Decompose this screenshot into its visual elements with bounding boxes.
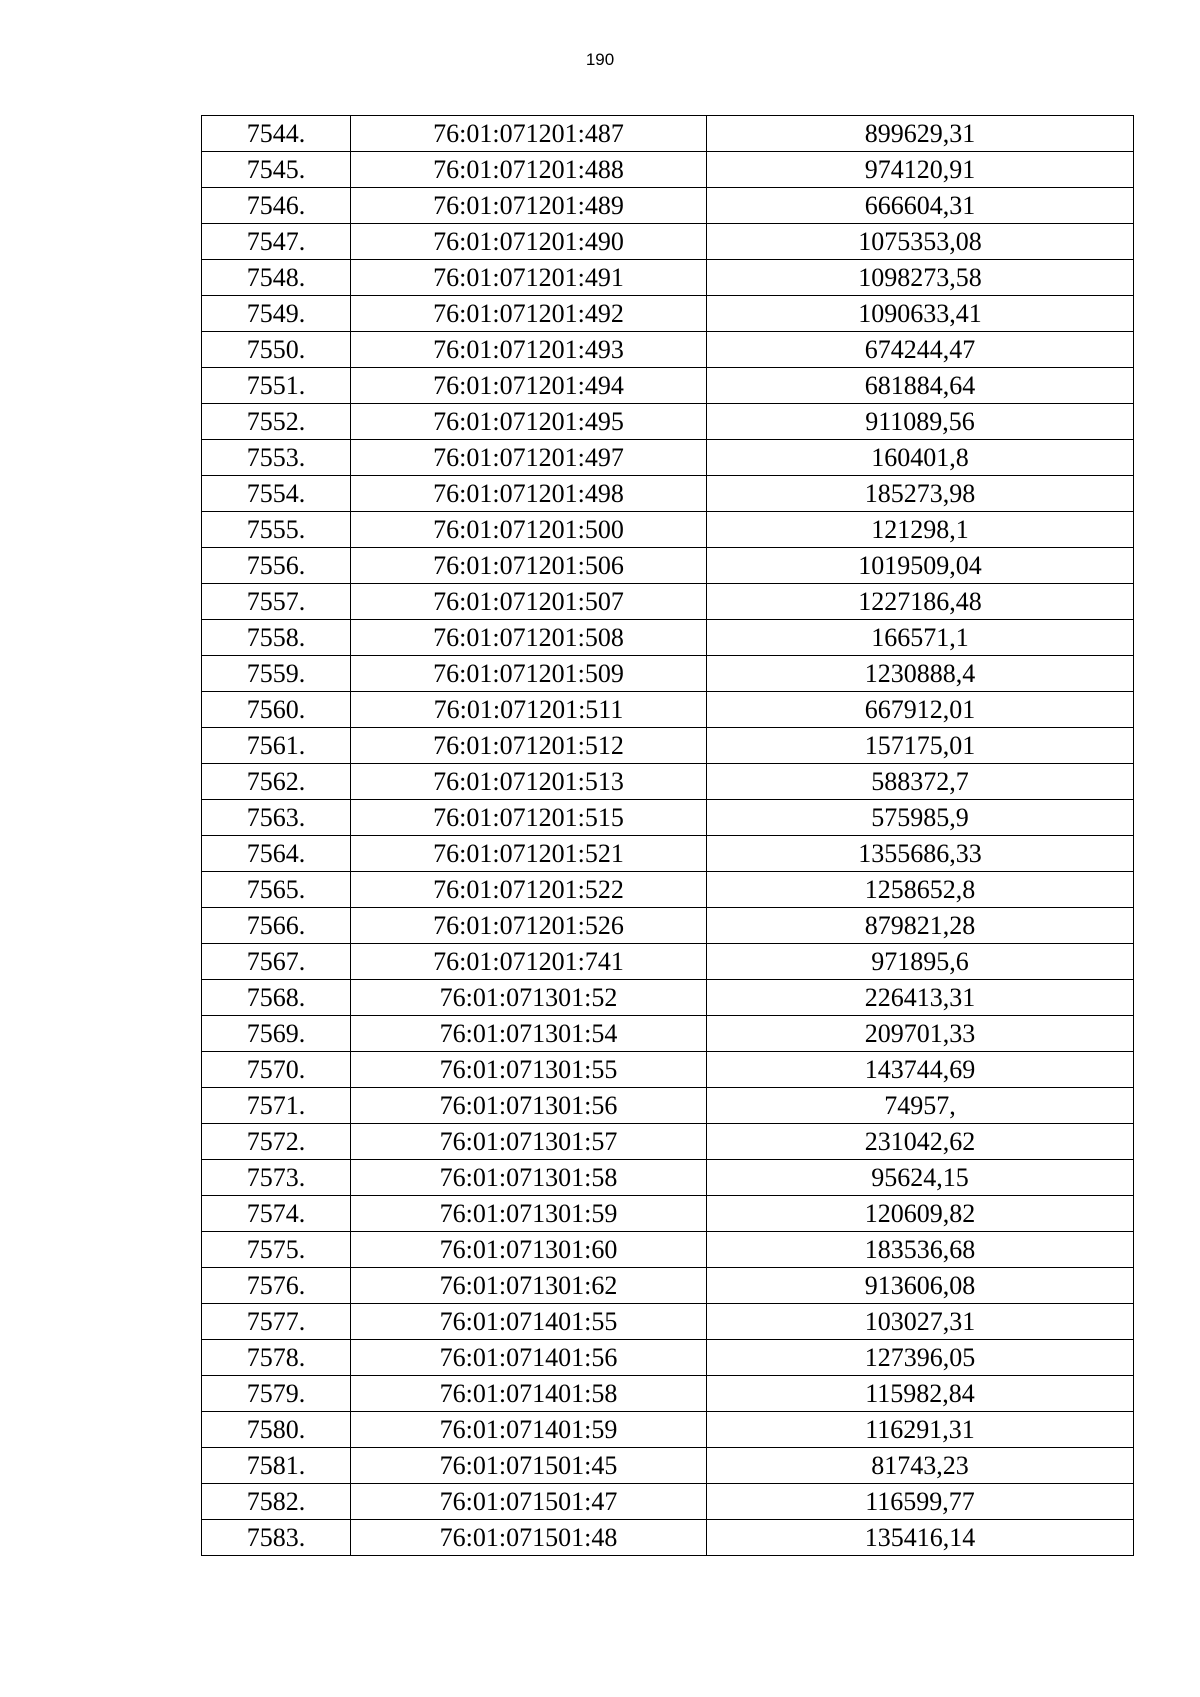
row-number-cell: 7545. [202,152,351,188]
cadastral-number-cell: 76:01:071301:54 [351,1016,707,1052]
cadastral-value-cell: 231042,62 [707,1124,1134,1160]
table-row [202,1088,1134,1124]
cadastral-value-cell: 911089,56 [707,404,1134,440]
row-number-cell: 7562. [202,764,351,800]
cadastral-number-cell: 76:01:071301:57 [351,1124,707,1160]
table-row [202,1412,1134,1448]
row-number-cell: 7567. [202,944,351,980]
cadastral-value-cell: 74957, [707,1088,1134,1124]
cadastral-value-cell: 1355686,33 [707,836,1134,872]
row-number-cell: 7571. [202,1088,351,1124]
row-number-cell: 7582. [202,1484,351,1520]
row-number-cell: 7577. [202,1304,351,1340]
row-number-cell: 7572. [202,1124,351,1160]
cadastral-number-cell: 76:01:071201:490 [351,224,707,260]
cadastral-value-cell: 121298,1 [707,512,1134,548]
table-row [202,1520,1134,1556]
table-row [202,512,1134,548]
row-number-cell: 7565. [202,872,351,908]
table-row [202,908,1134,944]
cadastral-number-cell: 76:01:071201:513 [351,764,707,800]
cadastral-number-cell: 76:01:071201:492 [351,296,707,332]
row-number-cell: 7556. [202,548,351,584]
table-row [202,1448,1134,1484]
cadastral-number-cell: 76:01:071401:55 [351,1304,707,1340]
table-row [202,116,1134,152]
cadastral-value-cell: 95624,15 [707,1160,1134,1196]
cadastral-value-cell: 974120,91 [707,152,1134,188]
cadastral-value-cell: 681884,64 [707,368,1134,404]
row-number-cell: 7549. [202,296,351,332]
cadastral-number-cell: 76:01:071201:498 [351,476,707,512]
row-number-cell: 7553. [202,440,351,476]
cadastral-value-cell: 103027,31 [707,1304,1134,1340]
row-number-cell: 7566. [202,908,351,944]
row-number-cell: 7555. [202,512,351,548]
table-row [202,1484,1134,1520]
cadastral-value-cell: 81743,23 [707,1448,1134,1484]
row-number-cell: 7575. [202,1232,351,1268]
row-number-cell: 7583. [202,1520,351,1556]
cadastral-value-cell: 667912,01 [707,692,1134,728]
table-row [202,1340,1134,1376]
cadastral-number-cell: 76:01:071201:511 [351,692,707,728]
cadastral-value-cell: 143744,69 [707,1052,1134,1088]
cadastral-value-cell: 1098273,58 [707,260,1134,296]
table-row [202,584,1134,620]
cadastral-number-cell: 76:01:071201:515 [351,800,707,836]
table-row [202,620,1134,656]
cadastral-number-cell: 76:01:071201:489 [351,188,707,224]
cadastral-value-cell: 160401,8 [707,440,1134,476]
row-number-cell: 7552. [202,404,351,440]
cadastral-number-cell: 76:01:071501:45 [351,1448,707,1484]
cadastral-number-cell: 76:01:071201:500 [351,512,707,548]
cadastral-number-cell: 76:01:071201:493 [351,332,707,368]
cadastral-value-cell: 913606,08 [707,1268,1134,1304]
table-row [202,944,1134,980]
table-row [202,368,1134,404]
table-row [202,1268,1134,1304]
cadastral-number-cell: 76:01:071301:60 [351,1232,707,1268]
row-number-cell: 7548. [202,260,351,296]
table-row [202,404,1134,440]
table-row [202,332,1134,368]
cadastral-number-cell: 76:01:071301:59 [351,1196,707,1232]
cadastral-number-cell: 76:01:071201:506 [351,548,707,584]
row-number-cell: 7559. [202,656,351,692]
row-number-cell: 7554. [202,476,351,512]
cadastral-value-cell: 157175,01 [707,728,1134,764]
row-number-cell: 7570. [202,1052,351,1088]
cadastral-number-cell: 76:01:071201:522 [351,872,707,908]
cadastral-value-cell: 1090633,41 [707,296,1134,332]
table-row [202,188,1134,224]
cadastral-number-cell: 76:01:071201:521 [351,836,707,872]
cadastral-value-cell: 674244,47 [707,332,1134,368]
cadastral-number-cell: 76:01:071201:497 [351,440,707,476]
page-number: 190 [585,50,615,69]
table-row [202,1196,1134,1232]
table-row [202,1376,1134,1412]
row-number-cell: 7564. [202,836,351,872]
cadastral-value-cell: 1019509,04 [707,548,1134,584]
cadastral-value-cell: 1258652,8 [707,872,1134,908]
row-number-cell: 7557. [202,584,351,620]
row-number-cell: 7547. [202,224,351,260]
cadastral-value-cell: 575985,9 [707,800,1134,836]
table-row [202,836,1134,872]
cadastral-number-cell: 76:01:071201:491 [351,260,707,296]
row-number-cell: 7550. [202,332,351,368]
row-number-cell: 7574. [202,1196,351,1232]
cadastral-number-cell: 76:01:071201:526 [351,908,707,944]
row-number-cell: 7569. [202,1016,351,1052]
cadastral-number-cell: 76:01:071201:487 [351,116,707,152]
table-row [202,1124,1134,1160]
table-row [202,800,1134,836]
row-number-cell: 7576. [202,1268,351,1304]
table-row [202,980,1134,1016]
cadastral-number-cell: 76:01:071401:59 [351,1412,707,1448]
cadastral-value-cell: 879821,28 [707,908,1134,944]
cadastral-number-cell: 76:01:071201:488 [351,152,707,188]
cadastral-value-cell: 899629,31 [707,116,1134,152]
cadastral-number-cell: 76:01:071201:508 [351,620,707,656]
cadastral-value-cell: 166571,1 [707,620,1134,656]
table-row [202,1016,1134,1052]
row-number-cell: 7580. [202,1412,351,1448]
cadastral-number-cell: 76:01:071301:52 [351,980,707,1016]
cadastral-value-cell: 666604,31 [707,188,1134,224]
row-number-cell: 7551. [202,368,351,404]
table-row [202,764,1134,800]
row-number-cell: 7578. [202,1340,351,1376]
cadastral-number-cell: 76:01:071301:55 [351,1052,707,1088]
table-row [202,440,1134,476]
table-row [202,476,1134,512]
cadastral-value-cell: 185273,98 [707,476,1134,512]
cadastral-number-cell: 76:01:071201:494 [351,368,707,404]
table-row [202,224,1134,260]
row-number-cell: 7544. [202,116,351,152]
cadastral-number-cell: 76:01:071201:741 [351,944,707,980]
cadastral-number-cell: 76:01:071201:512 [351,728,707,764]
table-row [202,548,1134,584]
cadastral-number-cell: 76:01:071501:48 [351,1520,707,1556]
row-number-cell: 7581. [202,1448,351,1484]
table-row [202,1052,1134,1088]
cadastral-number-cell: 76:01:071501:47 [351,1484,707,1520]
row-number-cell: 7561. [202,728,351,764]
cadastral-number-cell: 76:01:071401:58 [351,1376,707,1412]
cadastral-number-cell: 76:01:071301:62 [351,1268,707,1304]
cadastral-value-cell: 116291,31 [707,1412,1134,1448]
table-row [202,152,1134,188]
table-row [202,872,1134,908]
cadastral-number-cell: 76:01:071401:56 [351,1340,707,1376]
cadastral-value-cell: 135416,14 [707,1520,1134,1556]
cadastral-value-cell: 127396,05 [707,1340,1134,1376]
table-row [202,692,1134,728]
cadastral-value-table [201,115,1134,1556]
table-row [202,1160,1134,1196]
table-row [202,728,1134,764]
row-number-cell: 7560. [202,692,351,728]
cadastral-value-cell: 1230888,4 [707,656,1134,692]
cadastral-number-cell: 76:01:071201:509 [351,656,707,692]
cadastral-value-cell: 1075353,08 [707,224,1134,260]
cadastral-value-cell: 120609,82 [707,1196,1134,1232]
cadastral-value-cell: 183536,68 [707,1232,1134,1268]
cadastral-number-cell: 76:01:071301:58 [351,1160,707,1196]
row-number-cell: 7558. [202,620,351,656]
table-row [202,260,1134,296]
row-number-cell: 7573. [202,1160,351,1196]
cadastral-number-cell: 76:01:071201:507 [351,584,707,620]
table-row [202,1232,1134,1268]
row-number-cell: 7546. [202,188,351,224]
cadastral-value-cell: 209701,33 [707,1016,1134,1052]
cadastral-value-cell: 115982,84 [707,1376,1134,1412]
cadastral-number-cell: 76:01:071201:495 [351,404,707,440]
row-number-cell: 7568. [202,980,351,1016]
cadastral-value-cell: 116599,77 [707,1484,1134,1520]
cadastral-number-cell: 76:01:071301:56 [351,1088,707,1124]
table-body [202,116,1134,1556]
table-row [202,296,1134,332]
cadastral-value-cell: 971895,6 [707,944,1134,980]
cadastral-value-cell: 588372,7 [707,764,1134,800]
table-row [202,656,1134,692]
cadastral-value-cell: 1227186,48 [707,584,1134,620]
table-row [202,1304,1134,1340]
cadastral-value-cell: 226413,31 [707,980,1134,1016]
row-number-cell: 7563. [202,800,351,836]
row-number-cell: 7579. [202,1376,351,1412]
